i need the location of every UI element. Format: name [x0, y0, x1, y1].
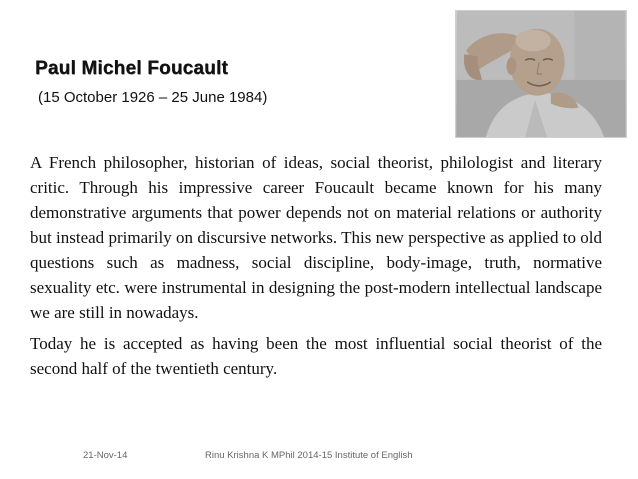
portrait-photo	[455, 10, 627, 138]
slide-subtitle: (15 October 1926 – 25 June 1984)	[38, 89, 268, 106]
slide-title: Paul Michel Foucault	[35, 58, 228, 79]
portrait-photo-icon	[456, 11, 626, 137]
paragraph-legacy: Today he is accepted as having been the most influential social theorist of the second half of the twentieth century.	[30, 334, 602, 378]
footer-date: 21-Nov-14	[83, 450, 128, 461]
body-text	[30, 150, 602, 387]
paragraph-intro: A French philosopher, historian of ideas, social theorist, philologist and literary critic. Through his impressive career Foucault became known for his many demonstrative arguments that power depends not on material relations or authority but instead primarily on discursive networks. This new perspective as applied to old questions such as madness, social discipline, body-image, truth, normative sexuality etc. were instrumental in designing the post-modern intellectual landscape we are still in nowadays.	[30, 153, 602, 322]
footer-author: Rinu Krishna K MPhil 2014-15 Institute of English	[205, 450, 413, 461]
